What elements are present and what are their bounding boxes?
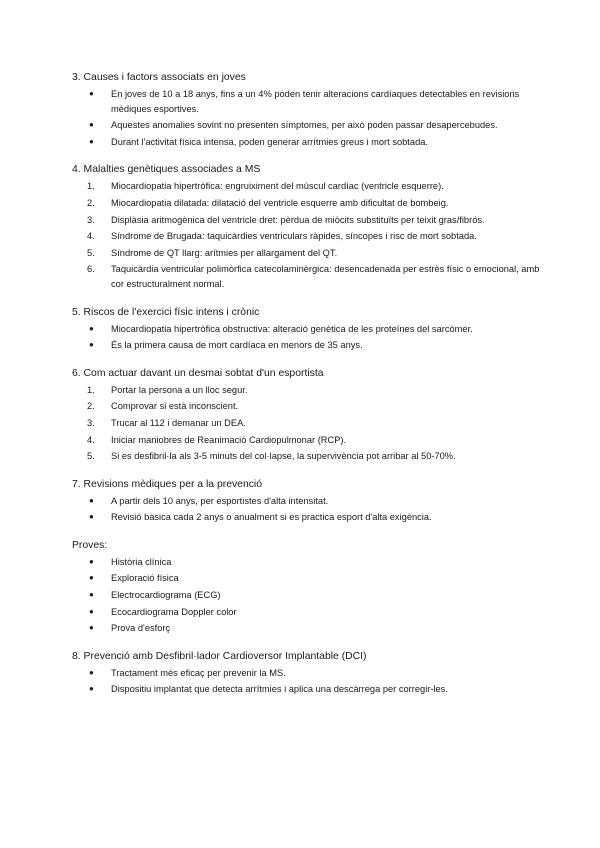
list-item [72, 196, 542, 211]
list-item [72, 118, 542, 133]
list-item [72, 399, 542, 414]
bullet-icon: ● [89, 590, 94, 600]
list-item-text: Portar la persona a un lloc segur. [111, 384, 248, 395]
list-item-text: Prova d'esforç [111, 623, 171, 634]
list-item [72, 555, 542, 570]
document-content [72, 70, 542, 710]
section-heading: 6. Com actuar davant un desmai sobtat d'un esportista [72, 367, 324, 379]
bullet-icon: ● [89, 512, 94, 522]
section-heading: 3. Causes i factors associats en joves [72, 72, 246, 83]
bullet-icon: ● [89, 495, 94, 505]
list-number: 4. [87, 231, 95, 242]
bullet-list [72, 494, 542, 525]
list-item-text: Revisió bàsica cada 2 anys o anualment si es practica esport d'alta exigència. [111, 512, 432, 523]
list-item-text: Iniciar maniobres de Reanimació Cardiopulmonar (RCP). [111, 434, 347, 445]
section-2 [72, 162, 542, 291]
bullet-icon: ● [89, 120, 94, 130]
list-item-text: En joves de 10 a 18 anys, fins a un 4% poden tenir alteracions cardíaques detectables en revisions mèdiques esportives. [111, 89, 520, 114]
bullet-icon: ● [89, 323, 94, 333]
section-heading: 4. Malalties genètiques associades a MS [72, 164, 261, 176]
section-3 [72, 305, 542, 353]
list-number: 4. [87, 434, 95, 445]
section-heading: 8. Prevenció amb Desfibril·lador Cardioversor Implantable (DCI) [72, 650, 367, 662]
list-item [72, 383, 542, 398]
bullet-icon: ● [89, 623, 94, 633]
bullet-list [72, 666, 542, 697]
bullet-list [72, 555, 542, 636]
bullet-icon: ● [89, 606, 94, 616]
list-item-text: Trucar al 112 i demanar un DEA. [111, 417, 246, 428]
list-item-text: A partir dels 10 anys, per esportistes d'alta intensitat. [111, 495, 329, 506]
list-item-text: Miocardiopatia dilatada: dilatació del ventricle esquerre amb dificultat de bombeig. [111, 197, 449, 208]
list-item [72, 449, 542, 464]
list-item [72, 135, 542, 150]
list-item [72, 262, 542, 291]
section-7 [72, 649, 542, 697]
list-number: 5. [87, 247, 95, 258]
list-number: 1. [87, 181, 95, 192]
section-4 [72, 366, 542, 464]
bullet-icon: ● [89, 667, 94, 677]
list-item-text: Comprovar si està inconscient. [111, 401, 239, 412]
list-number: 5. [87, 451, 95, 462]
list-item [72, 494, 542, 509]
numbered-list [72, 179, 542, 291]
list-item [72, 666, 542, 681]
list-number: 1. [87, 384, 95, 395]
list-item [72, 229, 542, 244]
list-item [72, 179, 542, 194]
list-item [72, 213, 542, 228]
list-item-text: Tractament més eficaç per prevenir la MS. [111, 667, 286, 678]
list-item [72, 510, 542, 525]
list-item-text: Miocardiopatia hipertròfica: engruiximent del múscul cardíac (ventricle esquerre). [111, 181, 444, 192]
bullet-icon: ● [89, 684, 94, 694]
list-item-text: És la primera causa de mort cardíaca en menors de 35 anys. [111, 340, 363, 351]
list-item-text: Ecocardiograma Doppler color [111, 606, 237, 617]
bullet-icon: ● [89, 573, 94, 583]
list-item-text: Exploració física [111, 573, 179, 584]
list-item [72, 621, 542, 636]
list-item-text: Miocardiopatia hipertròfica obstructiva: alteració genètica de les proteïnes del sarcòmer. [111, 323, 473, 334]
bullet-icon: ● [89, 556, 94, 566]
list-item [72, 588, 542, 603]
list-item [72, 571, 542, 586]
section-heading: 5. Riscos de l'exercici físic intens i crònic [72, 306, 260, 318]
list-number: 2. [87, 401, 95, 412]
section-1 [72, 70, 542, 149]
list-item-text: Dispositiu implantat que detecta arrítmies i aplica una descàrrega per corregir-les. [111, 684, 448, 695]
list-item [72, 605, 542, 620]
list-number: 2. [87, 197, 95, 208]
bullet-list [72, 322, 542, 353]
bullet-icon: ● [89, 340, 94, 350]
list-item-text: Si es desfibril·la als 3-5 minuts del col·lapse, la supervivència pot arribar al 50-70%. [111, 451, 456, 462]
list-item [72, 682, 542, 697]
list-item-text: Durant l'activitat física intensa, poden generar arrítmies greus i mort sobtada. [111, 136, 428, 147]
section-heading: Proves: [72, 539, 108, 551]
section-5 [72, 477, 542, 525]
list-item-text: Síndrome de Brugada: taquicàrdies ventriculars ràpides, síncopes i risc de mort sobtada. [111, 231, 477, 242]
list-item [72, 322, 542, 337]
list-item [72, 87, 542, 116]
list-item [72, 246, 542, 261]
list-item-text: Història clínica [111, 556, 172, 567]
bullet-icon: ● [89, 136, 94, 146]
list-number: 3. [87, 214, 95, 225]
list-item-text: Síndrome de QT llarg: arítmies per allargament del QT. [111, 247, 338, 258]
list-item-text: Displàsia aritmogènica del ventricle dret: pèrdua de miòcits substituïts per teixit gras/fibrós. [111, 214, 485, 225]
bullet-icon: ● [89, 89, 94, 98]
list-item [72, 338, 542, 353]
list-number: 6. [87, 264, 95, 275]
list-item-text: Taquicàrdia ventricular polimòrfica catecolaminèrgica: desencadenada per estrès físic o emocional, amb cor estructuralment normal. [111, 264, 540, 289]
section-heading: 7. Revisions mèdiques per a la prevenció [72, 478, 263, 490]
section-6 [72, 538, 542, 636]
list-number: 3. [87, 417, 95, 428]
list-item [72, 433, 542, 448]
numbered-list [72, 383, 542, 464]
list-item-text: Electrocardiograma (ECG) [111, 590, 221, 601]
bullet-list [72, 87, 542, 149]
list-item-text: Aquestes anomalies sovint no presenten símptomes, per això poden passar desapercebudes. [111, 120, 498, 131]
list-item [72, 416, 542, 431]
